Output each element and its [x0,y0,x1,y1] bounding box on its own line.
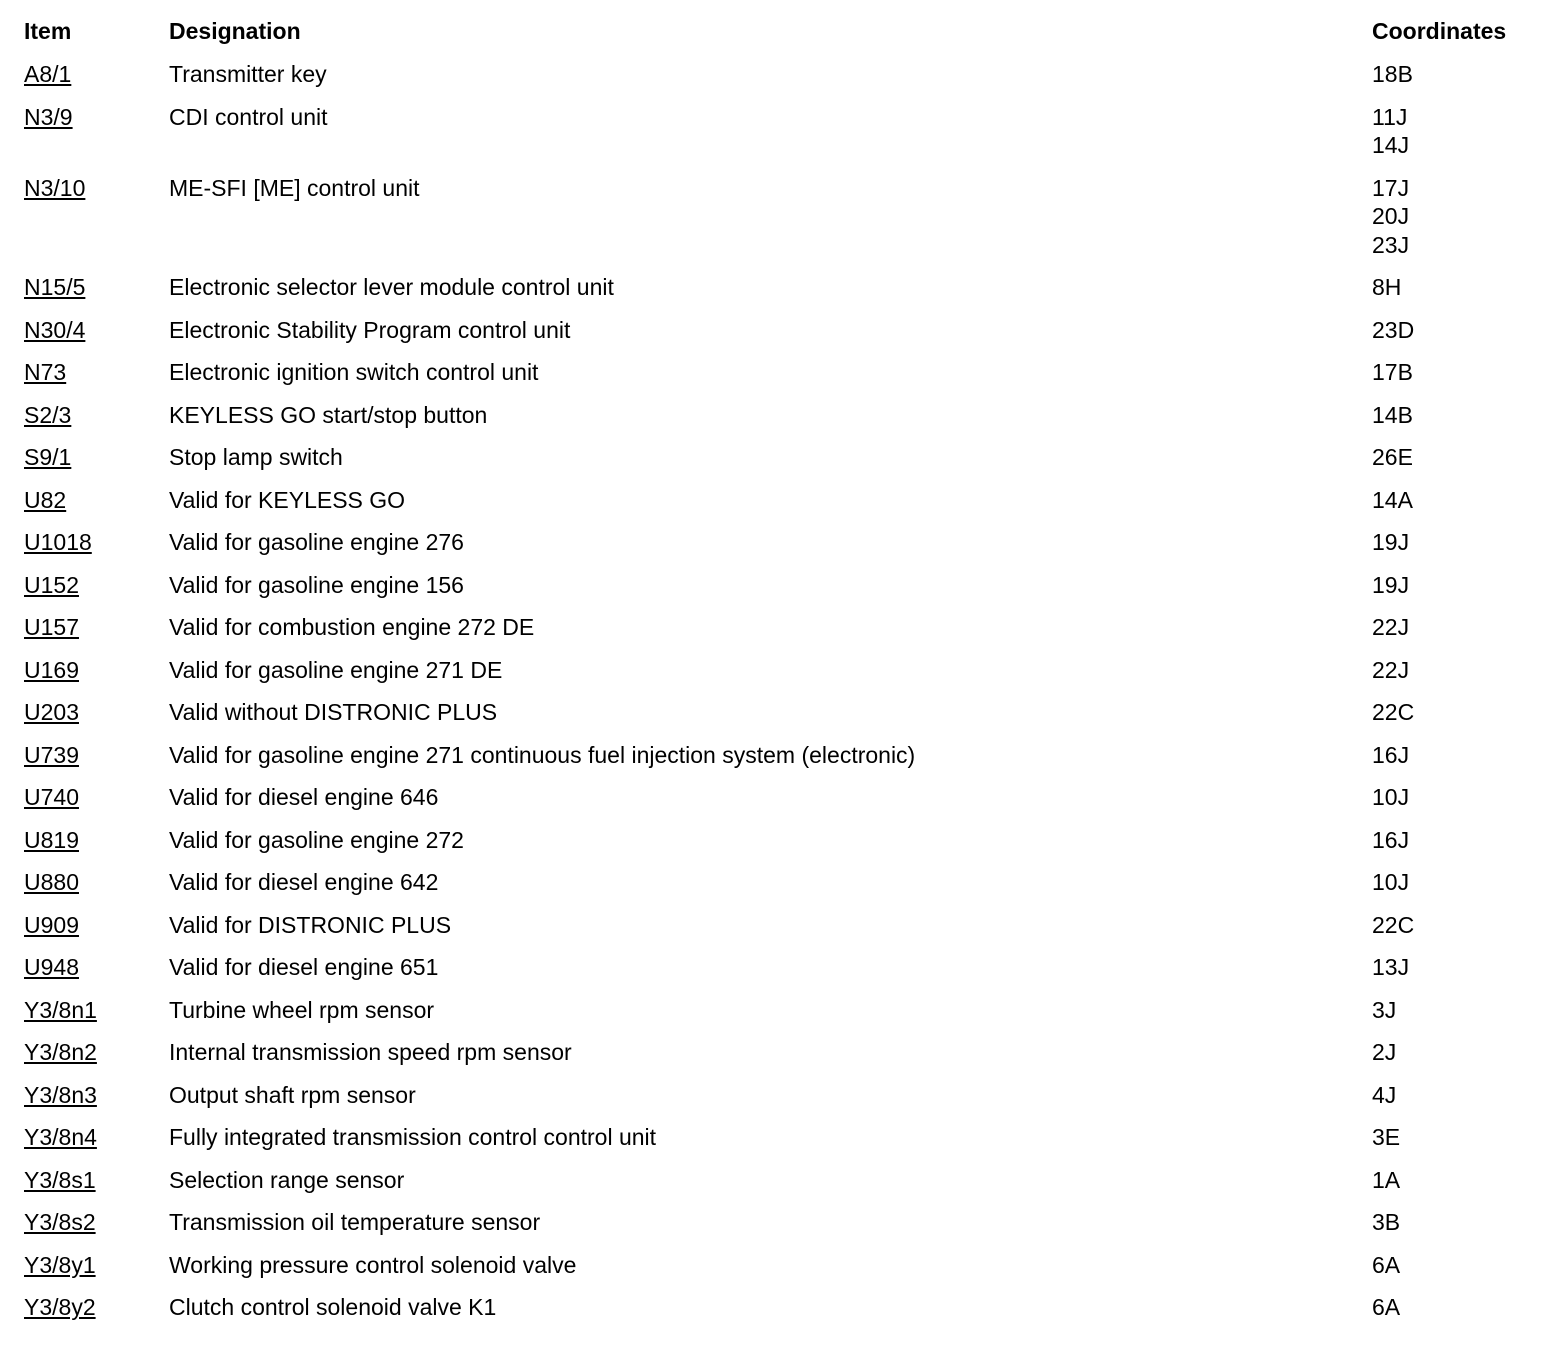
item-link[interactable]: U157 [24,614,79,640]
coordinates-cell [1372,571,1568,600]
item-link[interactable]: U740 [24,784,79,810]
item-link[interactable]: U739 [24,741,79,768]
table-row [0,826,1568,869]
coordinate-value: 17B [1372,359,1413,385]
table-row [0,60,1568,103]
coordinate-value: 11J [1372,103,1408,130]
table-row [0,1081,1568,1124]
item-link[interactable]: Y3/8n2 [24,1039,97,1065]
designation-text: Valid for gasoline engine 156 [169,571,464,598]
item-link[interactable]: U152 [24,571,79,598]
header-coordinates: Coordinates [1372,18,1507,44]
coordinate-value: 16J [1372,741,1410,768]
coordinate-value: 22J [1372,656,1410,683]
coordinate-value: 22C [1372,699,1415,725]
designation-text: ME-SFI [ME] control unit [169,174,420,201]
item-link[interactable]: U1018 [24,529,92,555]
table-row [0,528,1568,571]
table-row [0,783,1568,826]
coordinate-value: 10J [1372,869,1410,895]
coordinate-value: 10J [1372,784,1410,810]
item-link[interactable]: Y3/8n4 [24,1124,97,1150]
designation-text: Valid for diesel engine 651 [169,954,439,980]
table-body [0,60,1568,1336]
coordinates-cell [1372,103,1568,160]
coordinate-value: 3E [1372,1124,1401,1150]
table-row [0,358,1568,401]
item-link[interactable]: U880 [24,869,79,895]
coordinates-cell [1372,1123,1568,1152]
coordinate-value: 4J [1372,1081,1397,1108]
coordinate-value: 3B [1372,1209,1401,1235]
item-link[interactable]: A8/1 [24,61,72,87]
item-link[interactable]: S9/1 [24,444,72,470]
table-row [0,911,1568,954]
coordinates-cell [1372,443,1568,472]
designation-text: Valid for gasoline engine 271 DE [169,656,503,683]
coordinates-cell [1372,1166,1568,1195]
table-row [0,486,1568,529]
header-item: Item [24,18,72,44]
coordinate-value: 14A [1372,486,1413,513]
coordinates-cell [1372,698,1568,727]
table-row [0,698,1568,741]
coordinate-value: 14J [1372,132,1410,158]
designation-text: Clutch control solenoid valve K1 [169,1294,497,1320]
item-link[interactable]: U909 [24,911,79,938]
table-row [0,401,1568,444]
item-link[interactable]: U819 [24,826,79,853]
coordinate-value: 2J [1372,1039,1397,1065]
table-row [0,1208,1568,1251]
item-link[interactable]: N3/9 [24,103,73,130]
coordinate-value: 19J [1372,529,1410,555]
item-link[interactable]: U169 [24,656,79,683]
designation-text: Fully integrated transmission control control unit [169,1124,657,1150]
item-link[interactable]: U82 [24,486,67,513]
coordinate-value: 6A [1372,1251,1401,1278]
coordinates-cell [1372,953,1568,982]
coordinates-cell [1372,996,1568,1025]
item-link[interactable]: U203 [24,699,79,725]
coordinates-cell [1372,613,1568,642]
designation-text: Transmitter key [169,61,327,87]
table-row [0,1251,1568,1294]
designation-text: Valid for diesel engine 646 [169,784,439,810]
table-row [0,953,1568,996]
coordinates-cell [1372,358,1568,387]
table-row [0,316,1568,359]
item-link[interactable]: U948 [24,954,79,980]
coordinates-cell [1372,60,1568,89]
item-link[interactable]: N15/5 [24,274,86,300]
designation-text: Electronic selector lever module control unit [169,274,614,300]
table-row [0,1293,1568,1336]
item-link[interactable]: N3/10 [24,174,86,201]
coordinate-value: 23D [1372,316,1415,343]
coordinate-value: 3J [1372,996,1397,1023]
table-row [0,868,1568,911]
table-row [0,656,1568,699]
table-row [0,103,1568,174]
coordinate-value: 20J [1372,203,1410,229]
table-row [0,174,1568,274]
coordinate-value: 14B [1372,401,1413,428]
item-link[interactable]: Y3/8s1 [24,1166,96,1193]
coordinates-cell [1372,1081,1568,1110]
coordinate-value: 1A [1372,1166,1401,1193]
coordinates-cell [1372,911,1568,940]
designation-text: Valid for diesel engine 642 [169,869,439,895]
coordinates-cell [1372,826,1568,855]
table-row [0,1166,1568,1209]
table-row [0,571,1568,614]
coordinate-value: 19J [1372,571,1410,598]
table-row [0,996,1568,1039]
item-link[interactable]: Y3/8s2 [24,1209,96,1235]
item-link[interactable]: Y3/8n3 [24,1081,97,1108]
designation-text: Working pressure control solenoid valve [169,1251,577,1278]
item-link[interactable]: S2/3 [24,401,72,428]
table-row [0,1038,1568,1081]
table-row [0,1123,1568,1166]
table-row [0,613,1568,656]
coordinates-cell [1372,316,1568,345]
coordinates-cell [1372,528,1568,557]
table-row [0,741,1568,784]
header-designation: Designation [169,18,301,44]
coordinate-value: 17J [1372,174,1410,201]
coordinates-cell [1372,174,1568,260]
coordinate-value: 8H [1372,274,1402,300]
designation-text: Valid for DISTRONIC PLUS [169,911,452,938]
designation-text: Turbine wheel rpm sensor [169,996,435,1023]
designation-text: Selection range sensor [169,1166,405,1193]
designation-text: Electronic Stability Program control unit [169,316,571,343]
table-header-row [0,18,1568,50]
coordinate-value: 6A [1372,1294,1401,1320]
designation-text: CDI control unit [169,103,328,130]
table-row [0,443,1568,486]
coordinates-cell [1372,1251,1568,1280]
coordinates-cell [1372,868,1568,897]
coordinates-cell [1372,1208,1568,1237]
designation-text: KEYLESS GO start/stop button [169,401,488,428]
designation-text: Output shaft rpm sensor [169,1081,416,1108]
item-link[interactable]: Y3/8y1 [24,1251,96,1278]
designation-text: Stop lamp switch [169,444,343,470]
designation-text: Valid for KEYLESS GO [169,486,406,513]
designation-text: Electronic ignition switch control unit [169,359,539,385]
coordinate-value: 13J [1372,954,1410,980]
coordinate-value: 22J [1372,614,1410,640]
designation-text: Valid for gasoline engine 271 continuous fuel injection system (electronic) [169,741,916,768]
coordinates-cell [1372,1293,1568,1322]
designation-text: Valid without DISTRONIC PLUS [169,699,498,725]
designation-text: Internal transmission speed rpm sensor [169,1039,572,1065]
item-link[interactable]: N73 [24,359,67,385]
coordinate-value: 22C [1372,911,1415,938]
coordinate-value: 23J [1372,231,1410,258]
item-link[interactable]: N30/4 [24,316,86,343]
coordinates-cell [1372,1038,1568,1067]
item-link[interactable]: Y3/8y2 [24,1294,96,1320]
coordinate-value: 26E [1372,444,1413,470]
designation-text: Valid for gasoline engine 276 [169,529,464,555]
coordinates-cell [1372,783,1568,812]
item-link[interactable]: Y3/8n1 [24,996,97,1023]
coordinate-value: 16J [1372,826,1410,853]
designation-text: Transmission oil temperature sensor [169,1209,541,1235]
designation-text: Valid for combustion engine 272 DE [169,614,535,640]
coordinates-cell [1372,273,1568,302]
coordinates-cell [1372,656,1568,685]
table-row [0,273,1568,316]
designation-text: Valid for gasoline engine 272 [169,826,464,853]
coordinates-cell [1372,486,1568,515]
coordinate-value: 18B [1372,61,1413,87]
coordinates-cell [1372,741,1568,770]
coordinates-cell [1372,401,1568,430]
